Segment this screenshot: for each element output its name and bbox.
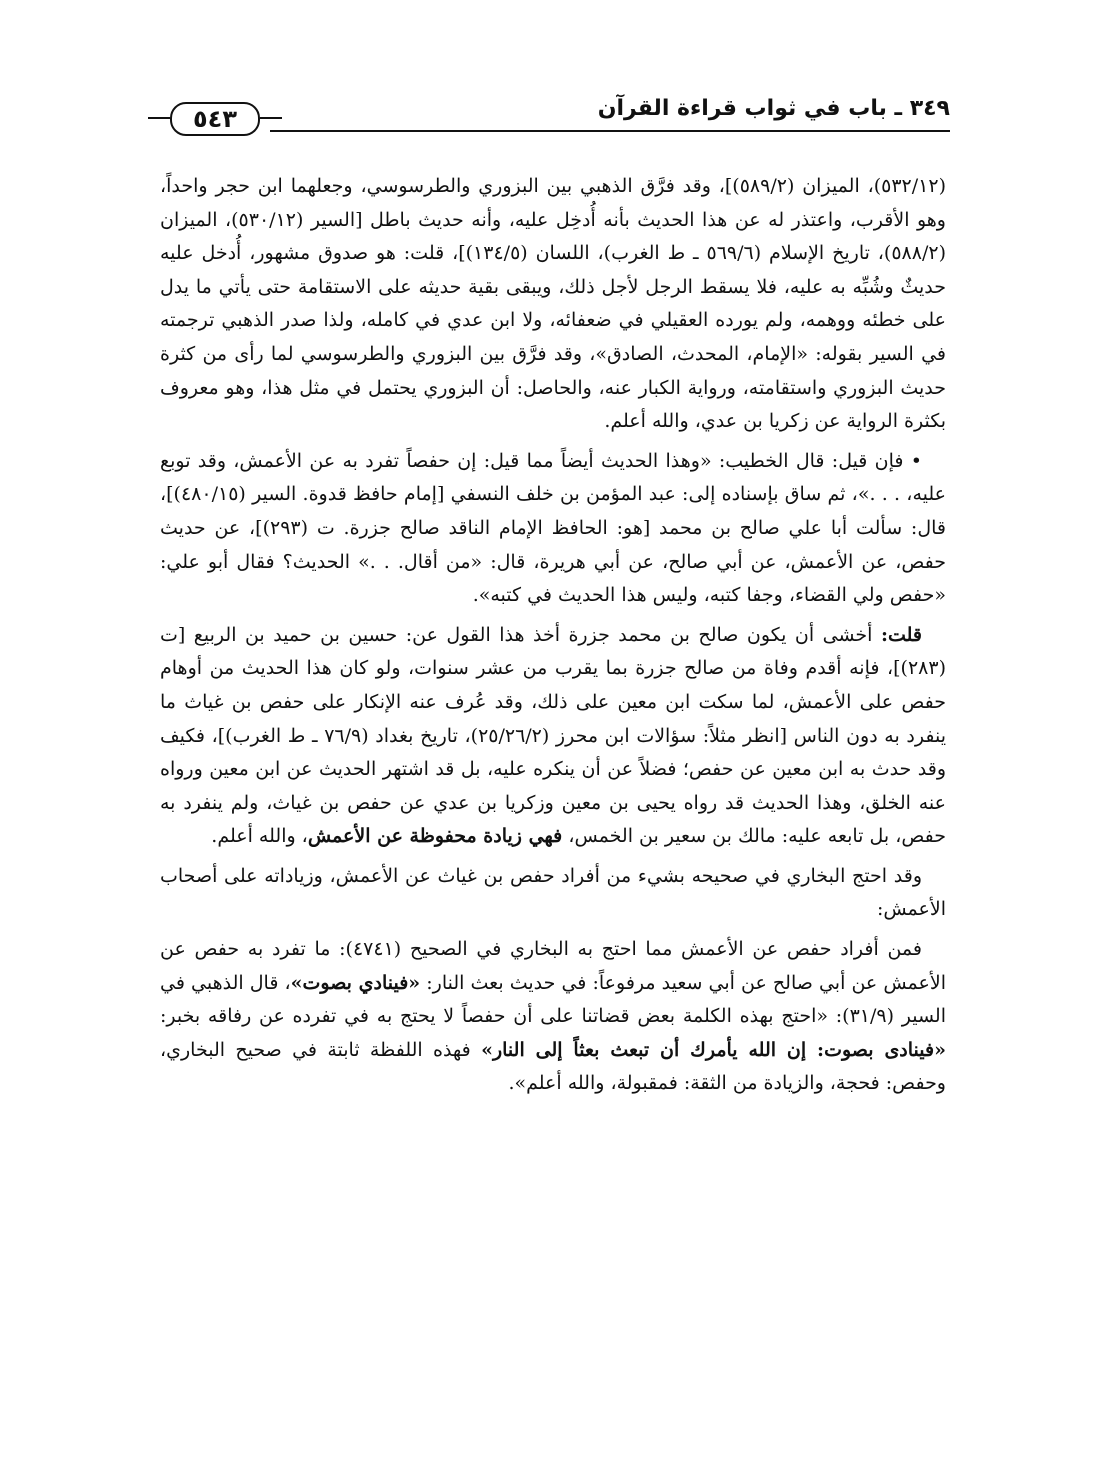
text-run: فمن أفراد حفص عن الأعمش مما احتج به البخاري في الصحيح (٤٧٤١): ما تفرد به حفص عن الأعمش عن أبي صالح عن أبي سعيد مرفوعاً: في حديث بعث النار:	[160, 938, 946, 994]
paragraph	[160, 860, 946, 927]
paragraph	[160, 170, 946, 439]
page-number-ornament	[170, 102, 260, 136]
text-run: ، والله أعلم.	[211, 825, 308, 848]
page-header	[150, 92, 950, 148]
text-run: (٥٣٢/١٢)، الميزان (٥٨٩/٢)]، وقد فرَّق الذهبي بين البزوري والطرسوسي، وجعلهما ابن حجر واحداً، وهو الأقرب، واعتذر له عن هذا الحديث بأنه أُدخِل عليه، وأنه حديث باطل [السير (٥٣٠/١٢)، الميزان (٥٨٨/٢)، تاريخ الإسلام (٥٦٩/٦ ـ ط الغرب)، اللسان (١٣٤/٥)]، قلت: هو صدوق مشهور، أُدخل عليه حديثٌ وشُبِّه به عليه، فلا يسقط الرجل لأجل ذلك، ويبقى بقية حديثه على الاستقامة حتى يأتي ما يدل على خطئه ووهمه، ولم يورده العقيلي في ضعفائه، ولا ابن عدي في كامله، ولذا صدر الذهبي ترجمته في السير بقوله: «الإمام، المحدث، الصادق»، وقد فرَّق بين البزوري والطرسوسي لما رأى من كثرة حديث البزوري واستقامته، ورواية الكبار عنه، والحاصل: أن البزوري يحتمل في مثل هذا، وهو معروف بكثرة الرواية عن زكريا بن عدي، والله أعلم.	[160, 175, 946, 433]
bold-text-run: قلت:	[880, 623, 922, 646]
text-run: فهذه اللفظة ثابتة في صحيح البخاري، وحفص: فحجة، والزيادة من الثقة: فمقبولة، والله أعلم».	[160, 1038, 946, 1095]
paragraph	[160, 933, 946, 1101]
paragraph	[160, 619, 946, 854]
page-number: ٥٤٣	[193, 105, 237, 133]
bold-text-run: «فينادى بصوت: إن الله يأمرك أن تبعث بعثاً إلى النار»	[481, 1038, 946, 1061]
paragraph	[160, 445, 946, 613]
text-run: ، قال الذهبي في السير (٣١/٩): «احتج بهذه الكلمة بعض قضاتنا على أن حفصاً لا يحتج به في تفرده عن رفاقه بخبر:	[160, 971, 946, 1028]
running-title: ٣٤٩ ـ باب في ثواب قراءة القرآن	[597, 96, 950, 121]
bold-text-run: «فينادي بصوت»	[290, 971, 421, 994]
main-text	[160, 170, 946, 1107]
text-run: • فإن قيل: قال الخطيب: «وهذا الحديث أيضاً مما قيل: إن حفصاً تفرد به عن الأعمش، وقد توبع عليه، . . .»، ثم ساق بإسناده إلى: عبد المؤمن بن خلف النسفي [إمام حافظ قدوة. السير (٤٨٠/١٥)]، قال: سألت أبا علي صالح بن محمد [هو: الحافظ الإمام الناقد صالح جزرة. ت (٢٩٣)]، عن حديث حفص، عن الأعمش، عن أبي صالح، عن أبي هريرة، قال: «من أقال. . .» الحديث؟ فقال أبو علي: «حفص ولي القضاء، وجفا كتبه، وليس هذا الحديث في كتبه».	[160, 449, 946, 607]
bold-text-run: فهي زيادة محفوظة عن الأعمش	[307, 825, 563, 848]
text-run: وقد احتج البخاري في صحيحه بشيء من أفراد حفص بن غياث عن الأعمش، وزياداته على أصحاب الأعمش:	[160, 864, 946, 921]
text-run: أخشى أن يكون صالح بن محمد جزرة أخذ هذا القول عن: حسين بن حميد بن الربيع [ت (٢٨٣)]، فإنه أقدم وفاة من صالح جزرة بما يقرب من عشر سنوات، ولو كان هذا الحديث من أوهام حفص على الأعمش، لما سكت ابن معين على ذلك، وقد عُرف عنه الإنكار على حفص بن غياث ما ينفرد به دون الناس [انظر مثلاً: سؤالات ابن محرز (٢٥/٢٦/٢)، تاريخ بغداد (٧٦/٩ ـ ط الغرب)]، فكيف وقد حدث به ابن معين عن حفص؛ فضلاً عن أن ينكره عليه، بل قد اشتهر الحديث عن ابن معين ورواه عنه الخلق، وهذا الحديث قد رواه يحيى بن معين وزكريا بن عدي عن حفص بن غياث، ولم ينفرد به حفص، بل تابعه عليه: مالك بن سعير بن الخمس،	[160, 623, 946, 848]
header-rule	[270, 130, 950, 132]
